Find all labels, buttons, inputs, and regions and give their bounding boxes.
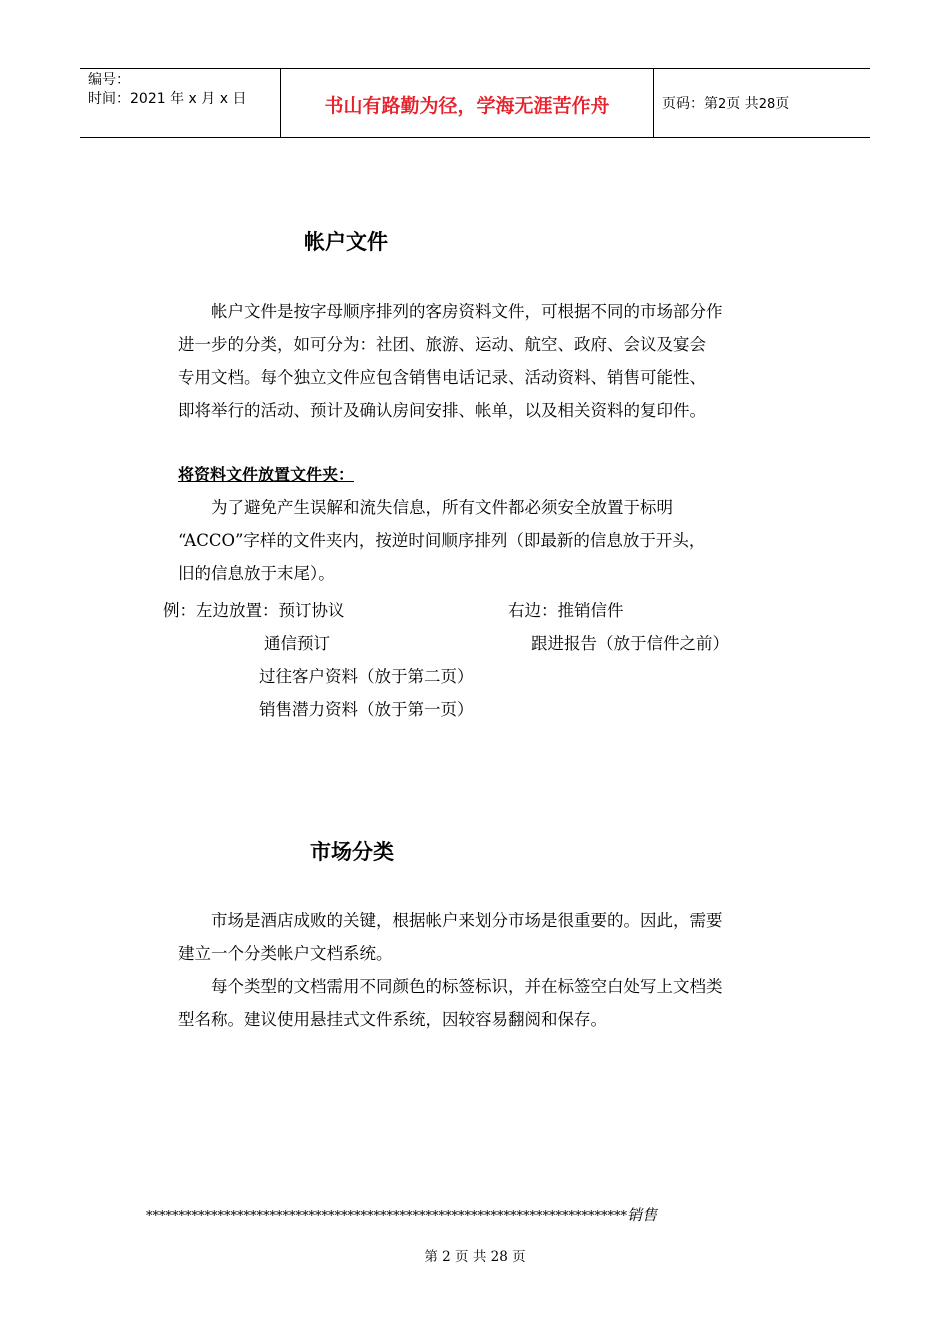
header-divider — [653, 69, 654, 137]
document-number-label: 编号： — [88, 72, 130, 88]
market-paragraph — [178, 904, 804, 1036]
paragraph-line: 进一步的分类，如可分为：社团、旅游、运动、航空、政府、会议及宴会 — [178, 335, 706, 354]
paragraph-line: 市场是酒店成败的关键，根据帐户来划分市场是很重要的。因此，需要 — [211, 911, 723, 930]
page-prefix: 页码：第 — [662, 96, 718, 112]
paragraph-line: 帐户文件是按字母顺序排列的客房资料文件，可根据不同的市场部分作 — [211, 302, 723, 321]
filing-subheading: 将资料文件放置文件夹： — [178, 465, 355, 484]
header-motto: 书山有路勤为径，学海无涯苦作舟 — [324, 95, 610, 117]
page-total: 28 — [758, 97, 776, 112]
header-info — [88, 71, 246, 109]
paragraph-line: 每个类型的文档需用不同颜色的标签标识，并在标签空白处写上文档类 — [211, 977, 723, 996]
page-mid: 页 共 — [726, 96, 759, 112]
paragraph-line: 即将举行的活动、预计及确认房间安排、帐单，以及相关资料的复印件。 — [178, 401, 706, 420]
page-current: 2 — [718, 97, 727, 112]
paragraph-line: 型名称。建议使用悬挂式文件系统，因较容易翻阅和保存。 — [178, 1010, 607, 1029]
example-left-label: 例：左边放置：预订协议 — [163, 601, 345, 620]
paragraph-line: 专用文档。每个独立文件应包含销售电话记录、活动资料、销售可能性、 — [178, 368, 706, 387]
page-suffix: 页 — [775, 96, 790, 112]
page-header — [80, 68, 870, 138]
example-right-item: 跟进报告（放于信件之前） — [531, 634, 729, 653]
footer-page-number: 第 2 页 共 28 页 — [424, 1249, 526, 1265]
paragraph-line: 旧的信息放于末尾）。 — [178, 564, 335, 583]
example-left-item: 销售潜力资料（放于第一页） — [259, 700, 474, 719]
document-time: 时间：2021 年 x 月 x 日 — [88, 91, 247, 107]
separator-stars: ************************************************************************** — [146, 1209, 627, 1224]
example-left-item: 通信预订 — [264, 634, 330, 653]
section-title-market: 市场分类 — [310, 840, 394, 864]
paragraph-line: 建立一个分类帐户文档系统。 — [178, 944, 393, 963]
paragraph-line: “ACCO”字样的文件夹内，按逆时间顺序排列（即最新的信息放于开头， — [178, 531, 706, 550]
filing-paragraph — [178, 491, 804, 590]
paragraph-line: 为了避免产生误解和流失信息，所有文件都必须安全放置于标明 — [211, 498, 673, 517]
accounts-paragraph — [178, 295, 804, 427]
header-divider — [280, 69, 281, 137]
footer-separator — [146, 1204, 657, 1225]
separator-tail: 销售 — [627, 1206, 658, 1224]
example-left-item: 过往客户资料（放于第二页） — [259, 667, 474, 686]
example-right-label: 右边：推销信件 — [508, 601, 624, 620]
section-title-accounts: 帐户文件 — [304, 230, 388, 254]
header-page-number — [662, 93, 789, 113]
